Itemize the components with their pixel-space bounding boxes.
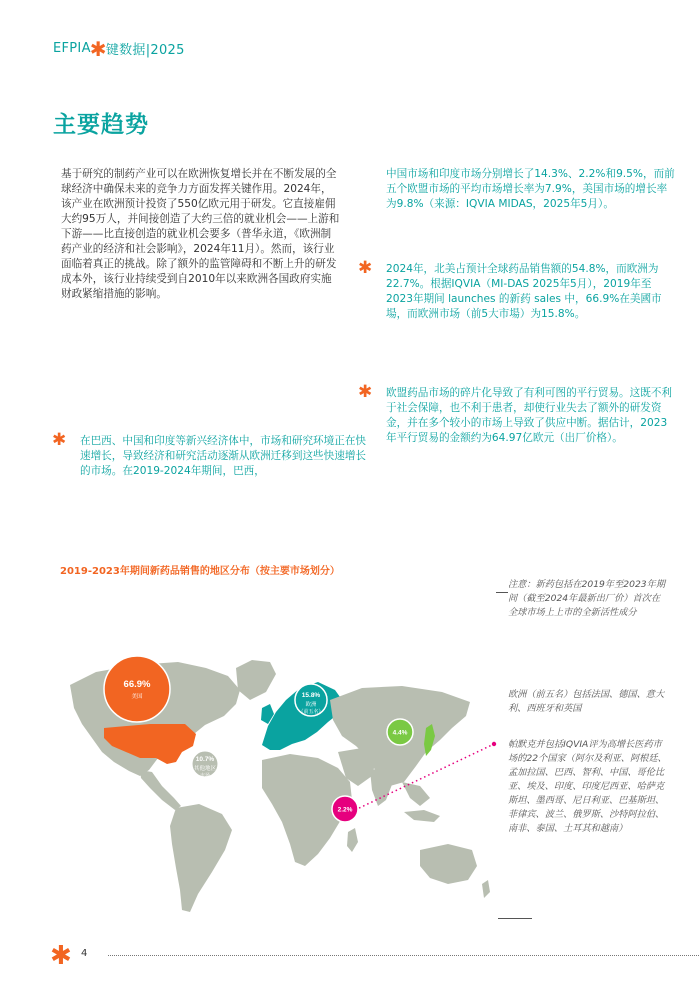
asterisk-icon: ✱	[358, 382, 373, 402]
bubble-value: 4.4%	[392, 729, 408, 737]
intro-paragraph: 基于研究的制药产业可以在欧洲恢复增长并在不断发展的全球经济中确保未来的竞争力方面发挥关键作用。2024年，该产业在欧洲预计投资了550亿欧元用于研发。它直接雇佣大约95万人，并间接创造了大约三倍的就业机会——上游和下游——比直接创造的就业机会要多（普华永道，《欧洲制药产业的经济和社会影响》，2024年11月）。然而，该行业面临着真正的挑战。除了额外的监管障碍和不断上升的研发成本外，该行业持续受到自2010年以来欧洲各国政府实施财政紧缩措施的影响。	[61, 168, 340, 300]
map-title: 2019-2023年期间新药品销售的地区分布（按主要市场划分）	[60, 566, 340, 577]
note-rule	[496, 592, 508, 593]
land-australia	[420, 844, 477, 884]
bubble-label: 欧洲	[305, 702, 317, 708]
asterisk-icon: ✱	[358, 258, 373, 278]
asterisk-icon: ✱	[52, 430, 67, 450]
note-pharmerging: 帕默克并包括IQVIA评为高增长医药市场的22个国家（阿尔及利亚、阿根廷、孟加拉国、巴西、智利、中国、哥伦比亚、埃及、印度、印度尼西亚、哈萨克斯坦、墨西哥、尼日利亚、巴基斯坦、菲律宾、波兰、俄罗斯、沙特阿拉伯、南非、泰国、土耳其和越南）	[508, 739, 667, 834]
bullet-text: 2024年，北美占预计全球药品销售额的54.8%，而欧洲为22.7%。根据IQVIA（MI-DAS 2025年5月），2019年至2023年期间 launches 的新药 sales 中，66.9%在美國市場，而欧洲市场（前5大市場）为15.8%。	[386, 263, 662, 320]
land-indonesia	[404, 810, 440, 822]
land-southeast-asia	[402, 782, 430, 806]
land-south-america	[170, 804, 232, 912]
header-suffix: 键数据|2025	[105, 42, 185, 58]
footer-divider	[108, 955, 699, 956]
bullet-text: 中国市场和印度市场分别增长了14.3%、2.2%和9.5%，而前五个欧盟市场的平均市场增长率为7.9%，美国市场的增长率为9.8%（来源：IQVIA MIDAS，2025年5月）。	[386, 168, 675, 210]
bubble-value: 10.7%	[195, 756, 215, 763]
bubble-row	[192, 751, 218, 779]
bubble-eu5	[295, 684, 327, 716]
land-central-america	[140, 770, 181, 810]
land-madagascar	[347, 828, 358, 852]
land-new-zealand	[482, 880, 490, 898]
bubble-value: 2.2%	[337, 806, 353, 814]
bubble-sublabel: （前五名）	[298, 709, 324, 715]
bubble-value: 66.9%	[123, 679, 151, 690]
bubble-pharm	[332, 796, 358, 822]
page-title: 主要趋势	[53, 112, 149, 138]
bullet-text: 在巴西、中国和印度等新兴经济体中，市场和研究环境正在快速增长，导致经济和研究活动逐渐从欧洲迁移到这些快速增长的市场。在2019-2024年期间，巴西，	[80, 435, 367, 477]
bubble-us	[104, 656, 170, 722]
bubble-jp	[387, 719, 413, 745]
bubble-label: 其他地区	[193, 766, 217, 772]
bubble-sublabel: 市场	[199, 773, 211, 779]
leader-dot	[492, 742, 496, 746]
note-europe-top5: 欧洲（前五名）包括法国、德国、意大利、西班牙和英国	[508, 689, 665, 714]
asterisk-icon: ✱	[89, 37, 107, 61]
bubble-label: 美国	[131, 694, 143, 700]
bubble-value: 15.8%	[301, 692, 321, 699]
note-rule	[498, 918, 532, 919]
asterisk-icon: ✱	[50, 941, 72, 971]
note-new-drugs: 注意：新药包括在2019年至2023年期间（截至2024年最新出厂价）首次在全球市场上上市的全新活性成分	[508, 579, 666, 618]
bullet-text: 欧盟药品市场的碎片化导致了有利可图的平行贸易。这既不利于社会保障，也不利于患者，却使行业失去了额外的研发资金，并在多个较小的市场上导致了供应中断。据估计，2023年平行贸易的金额约为64.97亿欧元（出厂价格）。	[386, 387, 673, 444]
header-prefix: EFPIA	[53, 40, 91, 56]
land-greenland	[236, 660, 276, 700]
page-number: 4	[81, 948, 88, 959]
